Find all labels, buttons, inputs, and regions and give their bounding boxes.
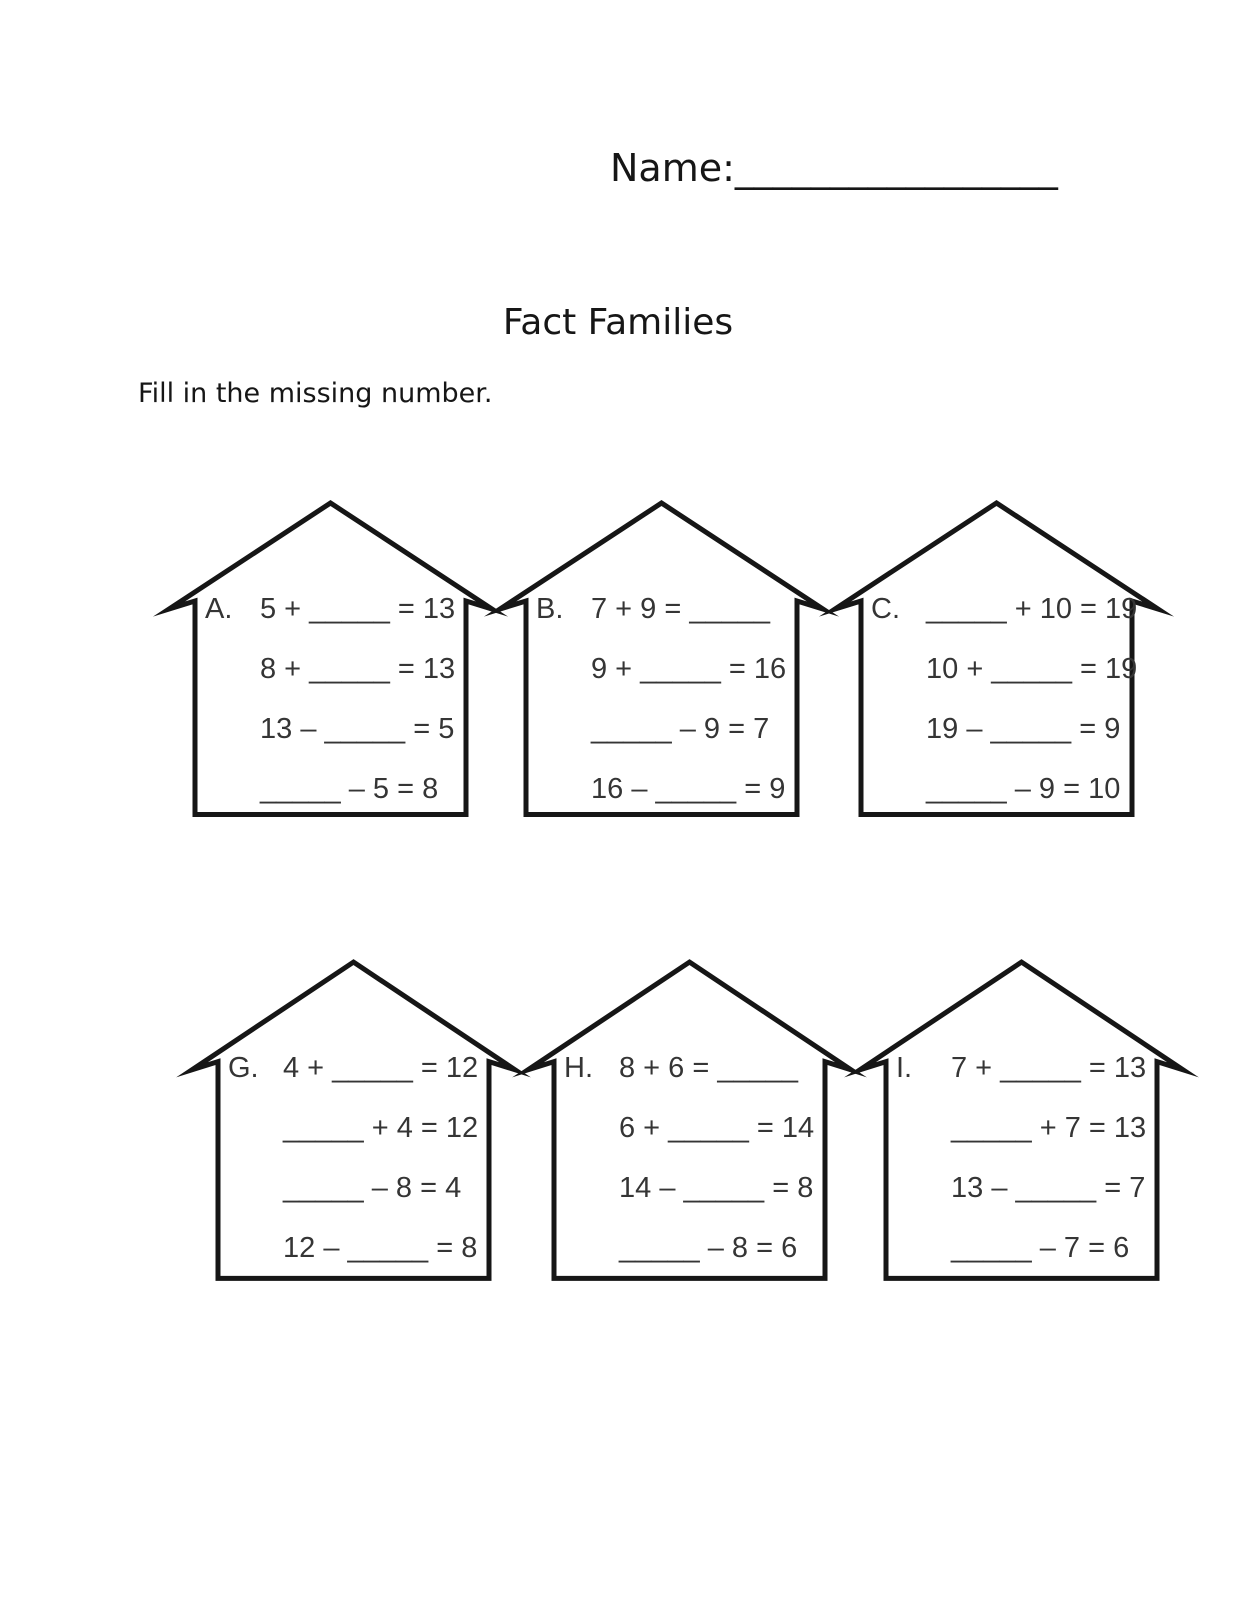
equation-text: 4 + _____ = 12: [283, 1051, 479, 1084]
fact-house-b: [496, 497, 827, 819]
house-letter: I.: [896, 1051, 913, 1084]
fact-house-c: [831, 497, 1162, 819]
equation-row: [831, 759, 1162, 819]
equation-list: [496, 579, 827, 819]
fact-house-g: [188, 956, 519, 1283]
equation-row: [496, 579, 827, 639]
house-letter: G.: [228, 1051, 259, 1084]
equation-row: [524, 1218, 855, 1278]
equation-text: _____ – 9 = 7: [591, 712, 770, 745]
equation-text: _____ – 9 = 10: [926, 772, 1121, 805]
equation-text: 6 + _____ = 14: [619, 1111, 815, 1144]
equation-text: _____ + 10 = 19: [926, 592, 1138, 625]
equation-row: [831, 639, 1162, 699]
equation-text: 9 + _____ = 16: [591, 652, 787, 685]
name-label: Name:: [610, 146, 735, 190]
equation-row: [188, 1098, 519, 1158]
equation-row: [524, 1158, 855, 1218]
equation-row: [856, 1158, 1187, 1218]
equation-row: [856, 1218, 1187, 1278]
equation-list: [188, 1038, 519, 1278]
equation-row: [165, 699, 496, 759]
equation-row: [856, 1038, 1187, 1098]
fact-house-i: [856, 956, 1187, 1283]
equation-text: _____ + 7 = 13: [951, 1111, 1147, 1144]
equation-text: 5 + _____ = 13: [260, 592, 456, 625]
house-letter: A.: [205, 592, 233, 625]
equation-text: 7 + _____ = 13: [951, 1051, 1147, 1084]
equation-text: 16 – _____ = 9: [591, 772, 786, 805]
equation-row: [831, 699, 1162, 759]
equation-text: 13 – _____ = 5: [260, 712, 455, 745]
equation-row: [165, 639, 496, 699]
equation-list: [856, 1038, 1187, 1278]
equation-text: 14 – _____ = 8: [619, 1171, 814, 1204]
equation-row: [188, 1038, 519, 1098]
equation-text: 19 – _____ = 9: [926, 712, 1121, 745]
house-letter: B.: [536, 592, 564, 625]
equation-row: [165, 579, 496, 639]
equation-row: [524, 1098, 855, 1158]
equation-row: [524, 1038, 855, 1098]
equation-row: [165, 759, 496, 819]
house-letter: C.: [871, 592, 900, 625]
worksheet-title: Fact Families: [502, 302, 734, 343]
equation-row: [496, 699, 827, 759]
equation-text: _____ – 7 = 6: [951, 1231, 1130, 1264]
equation-text: _____ + 4 = 12: [283, 1111, 479, 1144]
instruction-text: Fill in the missing number.: [138, 378, 493, 409]
fact-house-h: [524, 956, 855, 1283]
house-letter: H.: [564, 1051, 593, 1084]
name-blank-line: _________________: [734, 146, 1058, 190]
equation-row: [831, 579, 1162, 639]
equation-text: _____ – 8 = 4: [283, 1171, 462, 1204]
name-row: [610, 146, 1058, 190]
equation-list: [831, 579, 1162, 819]
equation-text: _____ – 8 = 6: [619, 1231, 798, 1264]
equation-list: [524, 1038, 855, 1278]
equation-text: 8 + _____ = 13: [260, 652, 456, 685]
equation-text: 10 + _____ = 19: [926, 652, 1138, 685]
equation-text: 12 – _____ = 8: [283, 1231, 478, 1264]
fact-house-a: [165, 497, 496, 819]
equation-text: 13 – _____ = 7: [951, 1171, 1146, 1204]
equation-row: [188, 1158, 519, 1218]
equation-row: [496, 759, 827, 819]
equation-list: [165, 579, 496, 819]
equation-text: 8 + 6 = _____: [619, 1051, 798, 1084]
equation-row: [188, 1218, 519, 1278]
equation-text: 7 + 9 = _____: [591, 592, 770, 625]
equation-row: [496, 639, 827, 699]
equation-row: [856, 1098, 1187, 1158]
equation-text: _____ – 5 = 8: [260, 772, 439, 805]
